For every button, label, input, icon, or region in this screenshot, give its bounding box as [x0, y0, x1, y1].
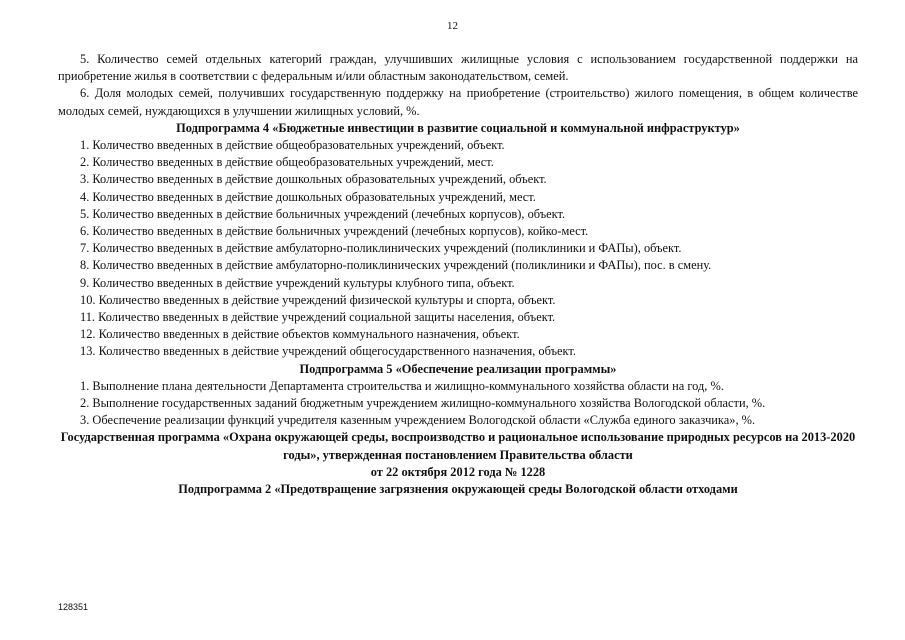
paragraph-5: 5. Количество семей отдельных категорий граждан, улучшивших жилищные условия с использованием государственной поддержки на приобретение жилья в соответствии с федеральным и/или областным законодательством, семей. — [58, 52, 858, 84]
document-code: 128351 — [58, 602, 89, 612]
list-item: 5. Количество введенных в действие больничных учреждений (лечебных корпусов), объект. — [80, 206, 566, 221]
subprogram-5-list — [58, 378, 858, 430]
list-item: 3. Количество введенных в действие дошкольных образовательных учреждений, объект. — [80, 172, 547, 187]
list-item: 13. Количество введенных в действие учреждений общегосударственного назначения, объект. — [80, 344, 576, 359]
subprogram-4-list — [58, 137, 858, 361]
list-item: 8. Количество введенных в действие амбулаторно-поликлинических учреждений (поликлиники и ФАПы), пос. в смену. — [80, 258, 712, 273]
state-program-title: Государственная программа «Охрана окружающей среды, воспроизводство и рациональное использование природных ресурсов на 2013-2020 годы», утвержденная постановлением Правительства области — [60, 430, 856, 462]
list-item: 9. Количество введенных в действие учреждений культуры клубного типа, объект. — [80, 275, 515, 290]
subprogram-4-title: Подпрограмма 4 «Бюджетные инвестиции в развитие социальной и коммунальной инфраструктур» — [176, 120, 740, 135]
state-program-date: от 22 октября 2012 года № 1228 — [370, 464, 546, 479]
document-body — [58, 51, 858, 498]
paragraph-6: 6. Доля молодых семей, получивших государственную поддержку на приобретение (строительство) жилого помещения, в общем количестве молодых семей, нуждающихся в улучшении жилищных условий, %. — [58, 86, 858, 118]
list-item: 2. Количество введенных в действие общеобразовательных учреждений, мест. — [80, 155, 494, 170]
list-item: 1. Количество введенных в действие общеобразовательных учреждений, объект. — [80, 138, 505, 153]
list-item: 6. Количество введенных в действие больничных учреждений (лечебных корпусов), койко-мест. — [80, 224, 589, 239]
list-item: 11. Количество введенных в действие учреждений социальной защиты населения, объект. — [80, 310, 556, 325]
list-item: 3. Обеспечение реализации функций учредителя казенным учреждением Вологодской области «Служба единого заказчика», %. — [80, 413, 756, 428]
list-item: 12. Количество введенных в действие объектов коммунального назначения, объект. — [80, 327, 520, 342]
list-item: 4. Количество введенных в действие дошкольных образовательных учреждений, мест. — [80, 189, 536, 204]
list-item: 10. Количество введенных в действие учреждений физической культуры и спорта, объект. — [80, 292, 556, 307]
list-item: 2. Выполнение государственных заданий бюджетным учреждением жилищно-коммунального хозяйства Вологодской области, %. — [80, 396, 766, 411]
list-item: 7. Количество введенных в действие амбулаторно-поликлинических учреждений (поликлиники и ФАПы), объект. — [80, 241, 682, 256]
subprogram-2-title: Подпрограмма 2 «Предотвращение загрязнения окружающей среды Вологодской области отходами — [178, 482, 738, 497]
subprogram-5-title: Подпрограмма 5 «Обеспечение реализации программы» — [299, 361, 617, 376]
list-item: 1. Выполнение плана деятельности Департамента строительства и жилищно-коммунального хозяйства области на год, %. — [80, 378, 724, 393]
page-number: 12 — [447, 20, 458, 32]
